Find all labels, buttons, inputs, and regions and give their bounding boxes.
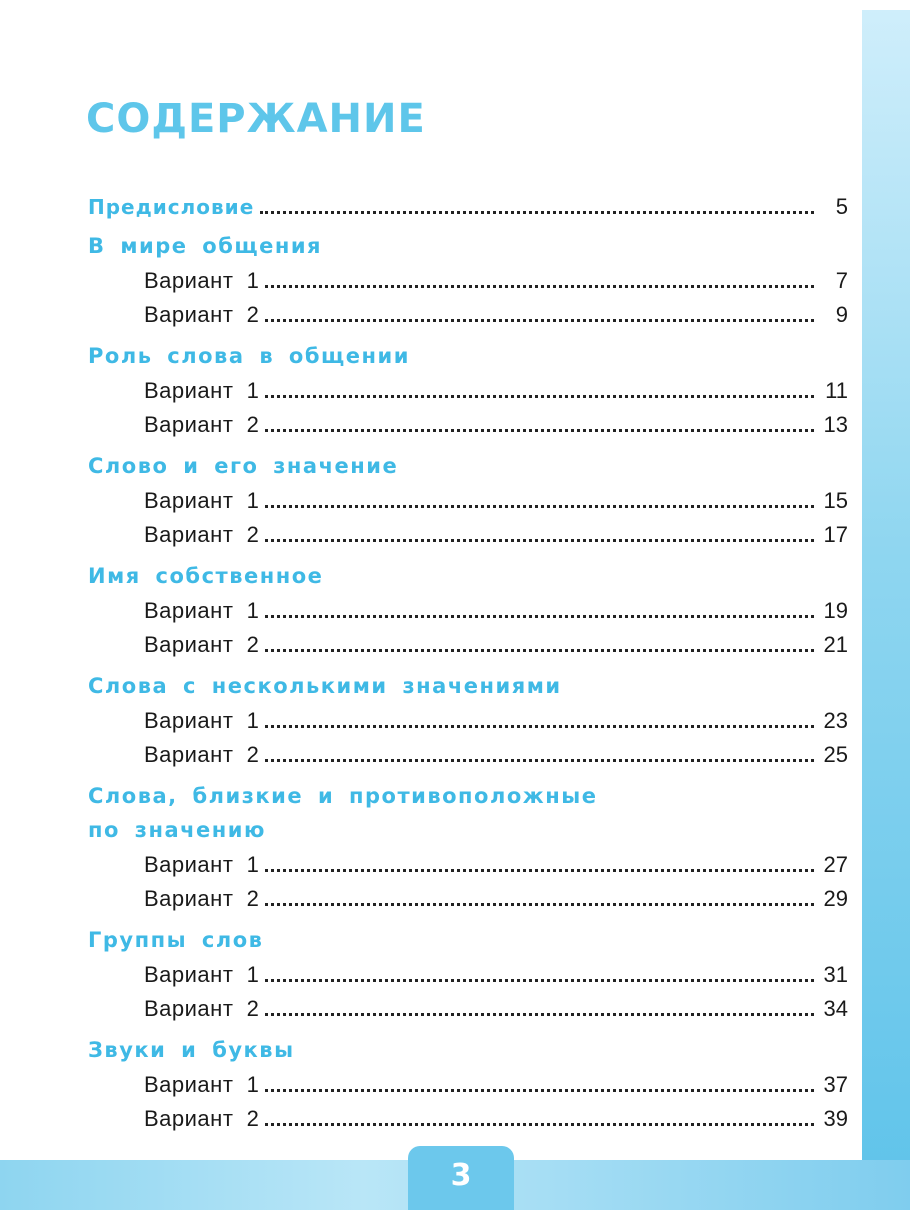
toc-entry[interactable] [144,996,848,1026]
toc-entry[interactable] [144,708,848,738]
toc-entry[interactable] [144,598,848,628]
toc-entry[interactable] [144,1072,848,1102]
toc-entry[interactable] [144,962,848,992]
toc-entry-label: Предисловие [88,195,255,219]
dot-leader [265,853,814,872]
toc-section-title[interactable]: Слова, близкие и противоположные [88,784,598,808]
dot-leader [265,997,814,1016]
toc-entry[interactable] [144,1106,848,1136]
toc-entry-label: Вариант 1 [144,708,260,733]
toc-entry[interactable] [144,378,848,408]
toc-entry-label: Вариант 1 [144,962,260,987]
toc-entry[interactable] [144,852,848,882]
toc-section-title[interactable]: Имя собственное [88,564,324,588]
toc-entry[interactable] [144,268,848,298]
toc-section-title[interactable]: Звуки и буквы [88,1038,295,1062]
toc-entry-page: 15 [823,488,848,513]
toc-entry-label: Вариант 2 [144,412,260,437]
toc-entry-page: 23 [823,708,848,733]
dot-leader [265,523,814,542]
toc-section-title[interactable]: Роль слова в общении [88,344,410,368]
dot-leader [265,599,814,618]
toc-entry-page: 34 [823,996,848,1021]
toc-entry-page: 5 [835,194,848,219]
toc-entry-page: 11 [825,378,848,403]
toc-entry-page: 25 [823,742,848,767]
toc-entry-label: Вариант 1 [144,1072,260,1097]
page-number: 3 [450,1158,472,1193]
toc-entry-label: Вариант 2 [144,742,260,767]
toc-entry-label: Вариант 2 [144,302,260,327]
toc-entry-page: 27 [823,852,848,877]
toc-entry-page: 9 [835,302,848,327]
toc-entry-page: 21 [823,632,848,657]
toc-section-title[interactable]: Слово и его значение [88,454,399,478]
dot-leader [265,887,814,906]
dot-leader [265,413,814,432]
toc-entry[interactable] [144,412,848,442]
dot-leader [265,633,814,652]
toc-entry-page: 19 [823,598,848,623]
page-title: СОДЕРЖАНИЕ [86,96,426,142]
dot-leader [265,963,814,982]
toc-entry-label: Вариант 1 [144,378,260,403]
dot-leader [265,379,814,398]
toc-entry-label: Вариант 2 [144,996,260,1021]
toc-entry-page: 17 [823,522,848,547]
toc-entry-page: 39 [823,1106,848,1131]
dot-leader [265,489,814,508]
toc-entry-page: 37 [823,1072,848,1097]
toc-entry-page: 31 [823,962,848,987]
toc-entry-label: Вариант 2 [144,522,260,547]
toc-entry[interactable] [144,742,848,772]
dot-leader [265,1073,814,1092]
toc-entry-label: Вариант 1 [144,488,260,513]
toc-entry[interactable] [144,632,848,662]
toc-entry-label: Вариант 1 [144,598,260,623]
toc-section-title[interactable]: Группы слов [88,928,264,952]
toc-section-title[interactable]: В мире общения [88,234,323,258]
dot-leader [265,743,814,762]
dot-leader [265,303,814,322]
dot-leader [265,269,814,288]
toc-entry[interactable] [144,522,848,552]
toc-section-title-line2[interactable]: по значению [88,818,266,842]
toc-entry-label: Вариант 2 [144,1106,260,1131]
toc-entry-label: Вариант 2 [144,632,260,657]
toc-entry-preface[interactable] [88,194,848,224]
toc-section-title[interactable]: Слова с несколькими значениями [88,674,562,698]
toc-entry-label: Вариант 1 [144,268,260,293]
dot-leader [265,1107,814,1126]
toc-entry-label: Вариант 2 [144,886,260,911]
dot-leader [265,709,814,728]
toc-entry[interactable] [144,302,848,332]
toc-entry[interactable] [144,488,848,518]
dot-leader [260,195,814,214]
toc-entry-label: Вариант 1 [144,852,260,877]
toc-entry-page: 13 [823,412,848,437]
toc-entry-page: 7 [835,268,848,293]
toc-entry[interactable] [144,886,848,916]
toc-entry-page: 29 [823,886,848,911]
